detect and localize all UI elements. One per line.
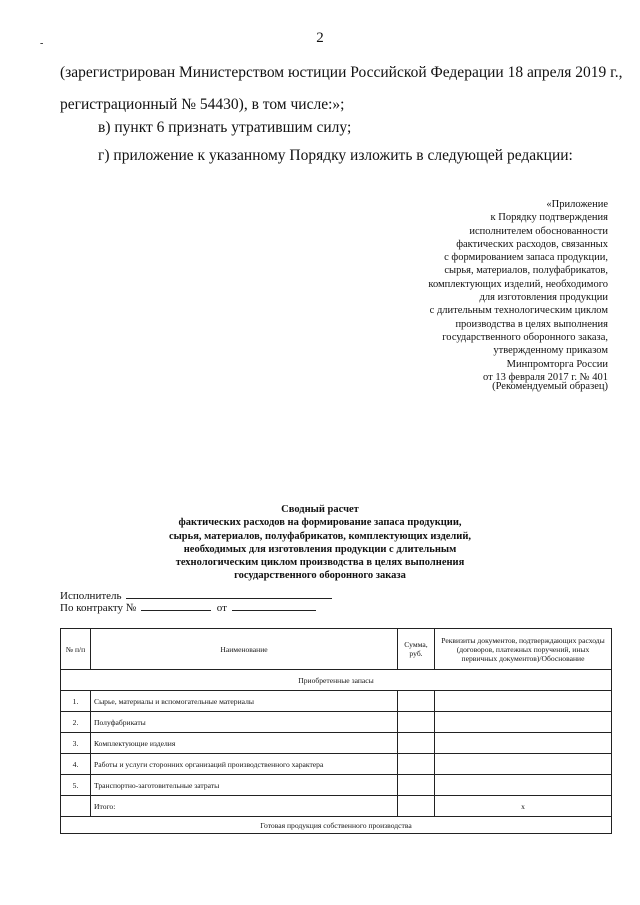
item-b: в) пункт 6 признать утратившим силу; xyxy=(98,119,352,136)
row-docs-cell[interactable] xyxy=(435,712,612,733)
section-purchased: Приобретенные запасы xyxy=(61,670,612,691)
row-name: Работы и услуги сторонних организаций производственного характера xyxy=(91,754,398,775)
section-row-purchased xyxy=(61,670,612,691)
appendix-line: исполнителем обоснованности xyxy=(469,225,608,237)
total-sum-cell[interactable] xyxy=(398,796,435,817)
appendix-line: «Приложение xyxy=(546,199,608,210)
table-row xyxy=(61,733,612,754)
total-num-cell xyxy=(61,796,91,817)
row-sum-cell[interactable] xyxy=(398,775,435,796)
table-row xyxy=(61,754,612,775)
appendix-line: утвержденному приказом xyxy=(493,345,608,357)
total-row xyxy=(61,796,612,817)
contract-field xyxy=(60,599,316,614)
total-label: Итого: xyxy=(91,796,398,817)
appendix-block xyxy=(308,198,608,384)
from-label: от xyxy=(216,602,227,614)
row-num: 5. xyxy=(61,775,91,796)
row-docs-cell[interactable] xyxy=(435,691,612,712)
section-own-production: Готовая продукция собственного производства xyxy=(61,817,612,834)
summary-table xyxy=(60,628,612,834)
row-docs-cell[interactable] xyxy=(435,754,612,775)
header-docs: Реквизиты документов, подтверждающих расходы (договоров, платежных поручений, иных первичных документов)/Обоснование xyxy=(435,629,612,670)
item-g: г) приложение к указанному Порядку изложить в следующей редакции: xyxy=(98,147,573,164)
appendix-line: фактических расходов, связанных xyxy=(456,238,608,250)
row-docs-cell[interactable] xyxy=(435,775,612,796)
row-sum-cell[interactable] xyxy=(398,691,435,712)
appendix-line: к Порядку подтверждения xyxy=(490,212,608,224)
appendix-line: государственного оборонного заказа, xyxy=(442,331,608,343)
intro-line-1: (зарегистрирован Министерством юстиции Российской Федерации 18 апреля 2019 г., xyxy=(60,64,623,81)
appendix-line: для изготовления продукции xyxy=(479,292,608,304)
title-line: необходимых для изготовления продукции с длительным xyxy=(183,543,457,555)
table-row xyxy=(61,775,612,796)
row-name: Полуфабрикаты xyxy=(91,712,398,733)
contract-number-blank[interactable] xyxy=(141,599,211,611)
title-line: технологическим циклом производства в целях выполнения xyxy=(175,557,465,569)
table-row xyxy=(61,712,612,733)
row-sum-cell[interactable] xyxy=(398,754,435,775)
section-row-own-production xyxy=(61,817,612,834)
row-name: Комплектующие изделия xyxy=(91,733,398,754)
title-line: Сводный расчет xyxy=(281,504,359,515)
header-num: № п/п xyxy=(61,629,91,670)
appendix-line: с формированием запаса продукции, xyxy=(444,252,608,264)
row-num: 3. xyxy=(61,733,91,754)
row-sum-cell[interactable] xyxy=(398,733,435,754)
table-header-row xyxy=(61,629,612,670)
title-line: сырья, материалов, полуфабрикатов, комплектующих изделий, xyxy=(168,530,472,542)
title-line: государственного оборонного заказа xyxy=(234,570,406,582)
header-name: Наименование xyxy=(91,629,398,670)
row-num: 4. xyxy=(61,754,91,775)
row-num: 2. xyxy=(61,712,91,733)
appendix-line: сырья, материалов, полуфабрикатов, xyxy=(444,265,608,277)
contract-label: По контракту № xyxy=(60,602,137,614)
appendix-line: производства в целях выполнения xyxy=(455,318,608,330)
appendix-line: комплектующих изделий, необходимого xyxy=(428,278,608,290)
row-docs-cell[interactable] xyxy=(435,733,612,754)
table-row xyxy=(61,691,612,712)
page-mark: - xyxy=(40,38,44,49)
appendix-line: с длительным технологическим циклом xyxy=(429,305,608,317)
executor-blank[interactable] xyxy=(126,587,332,599)
title-line: фактических расходов на формирование запаса продукции, xyxy=(178,517,462,529)
contract-date-blank[interactable] xyxy=(232,599,316,611)
executor-label: Исполнитель xyxy=(60,590,122,602)
intro-line-2: регистрационный № 54430), в том числе:»; xyxy=(60,96,345,113)
appendix-line: Минпромторга России xyxy=(506,358,608,370)
recommended-sample-label: (Рекомендуемый образец) xyxy=(492,381,608,392)
appendix-line: от 13 февраля 2017 г. № 401 xyxy=(483,371,608,383)
row-name: Транспортно-заготовительные затраты xyxy=(91,775,398,796)
row-name: Сырье, материалы и вспомогательные материалы xyxy=(91,691,398,712)
page-number: 2 xyxy=(316,30,324,46)
document-title xyxy=(0,503,640,583)
header-sum: Сумма, руб. xyxy=(398,629,435,670)
row-num: 1. xyxy=(61,691,91,712)
total-docs-cell: x xyxy=(435,796,612,817)
row-sum-cell[interactable] xyxy=(398,712,435,733)
